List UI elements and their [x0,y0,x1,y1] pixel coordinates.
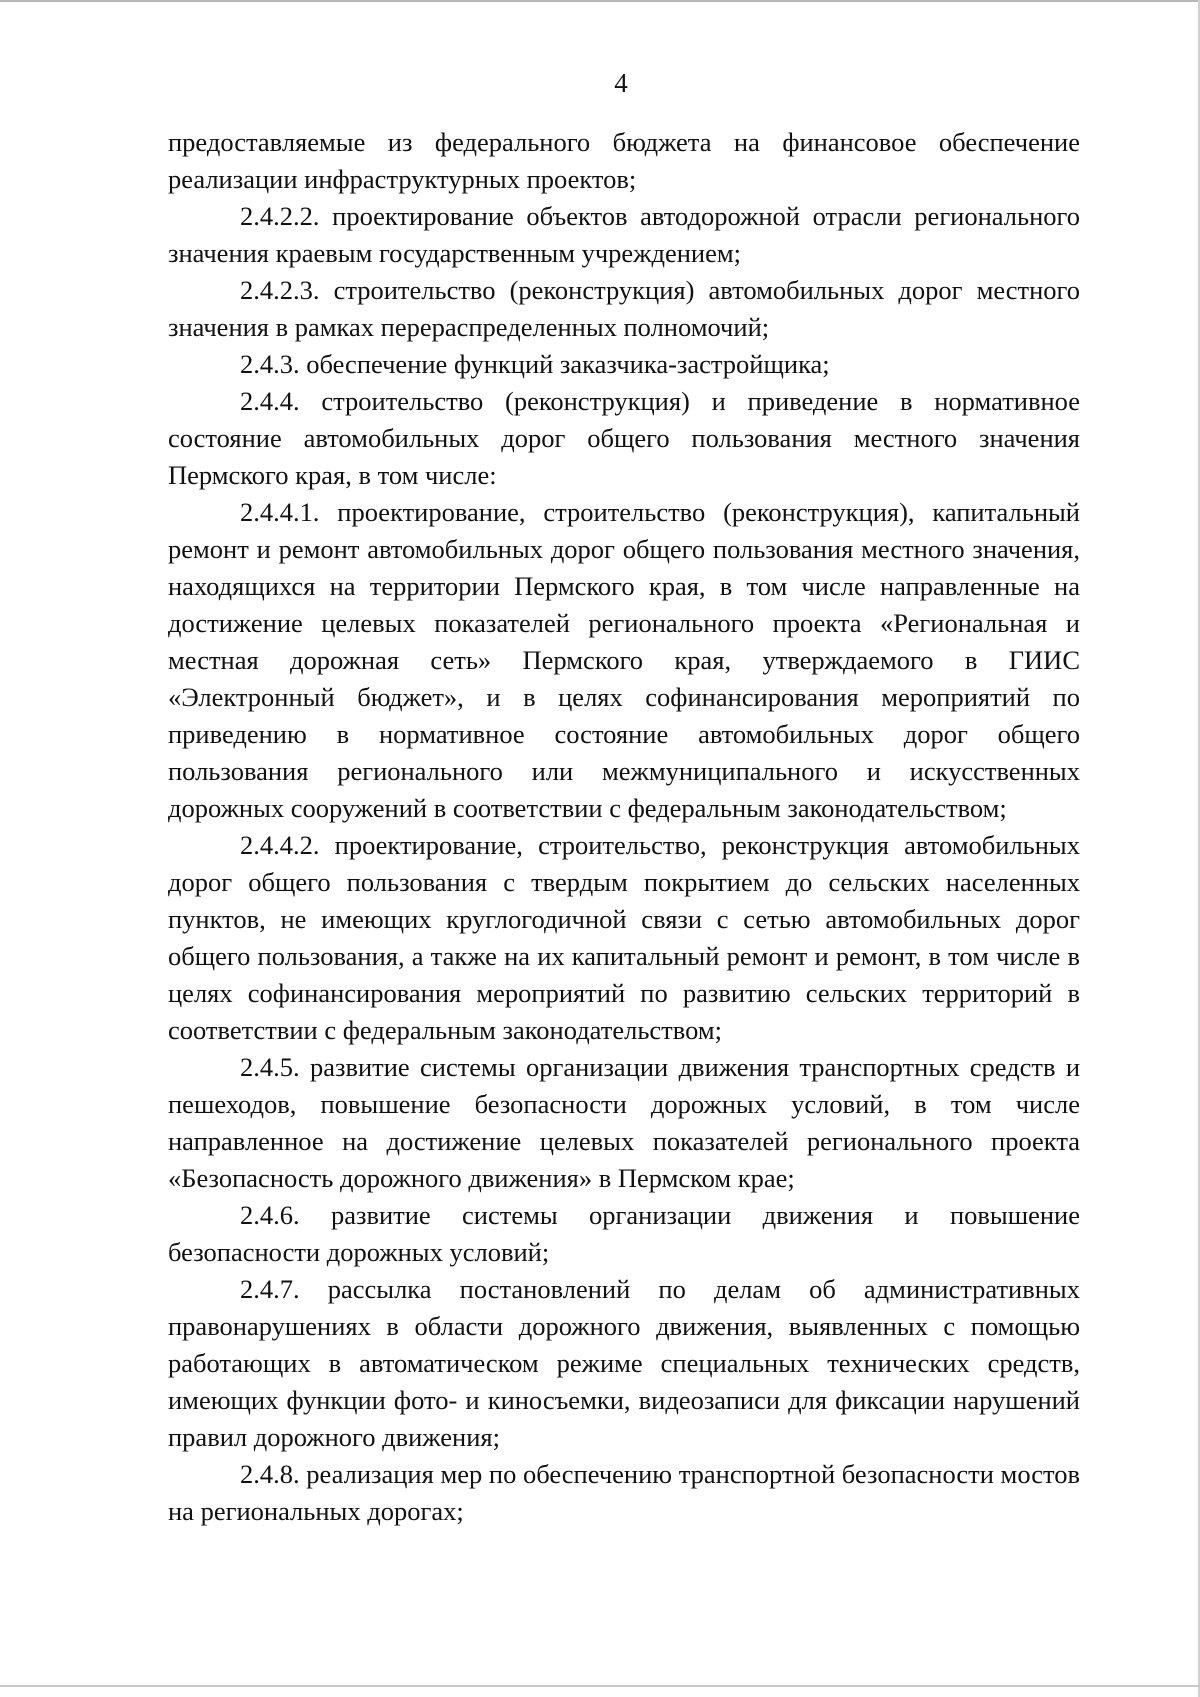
paragraph-continuation: предоставляемые из федерального бюджета на финансовое обеспечение реализации инфраструктурных проектов; [168,127,1080,194]
paragraph-2-4-4-1: 2.4.4.1. проектирование, строительство (реконструкция), капитальный ремонт и ремонт автомобильных дорог общего пользования местного значения, находящихся на территории Пермского края, в том числе направленные на достижение целевых показателей регионального проекта «Региональная и местная дорожная сеть» Пермского края, утверждаемого в ГИИС «Электронный бюджет», и в целях софинансирования мероприятий по приведению в нормативное состояние автомобильных дорог общего пользования регионального или межмуниципального и искусственных дорожных сооружений в соответствии с федеральным законодательством; [168,497,1080,823]
paragraph-2-4-3: 2.4.3. обеспечение функций заказчика-застройщика; [240,349,830,379]
paragraph-2-4-2-2: 2.4.2.2. проектирование объектов автодорожной отрасли регионального значения краевым государственным учреждением; [168,201,1080,268]
paragraph-2-4-8: 2.4.8. реализация мер по обеспечению транспортной безопасности мостов на региональных дорогах; [168,1459,1080,1526]
paragraph-2-4-5: 2.4.5. развитие системы организации движения транспортных средств и пешеходов, повышение безопасности дорожных условий, в том числе направленное на достижение целевых показателей регионального проекта «Безопасность дорожного движения» в Пермском крае; [168,1052,1080,1193]
paragraph-2-4-7: 2.4.7. рассылка постановлений по делам об административных правонарушениях в области дорожного движения, выявленных с помощью работающих в автоматическом режиме специальных технических средств, имеющих функции фото- и киносъемки, видеозаписи для фиксации нарушений правил дорожного движения; [168,1274,1080,1452]
scan-edge-top [0,0,1200,2]
page-number: 4 [614,68,628,98]
paragraph-2-4-4-2: 2.4.4.2. проектирование, строительство, реконструкция автомобильных дорог общего пользования с твердым покрытием до сельских населенных пунктов, не имеющих круглогодичной связи с сетью автомобильных дорог общего пользования, а также на их капитальный ремонт и ремонт, в том числе в целях софинансирования мероприятий по развитию сельских территорий в соответствии с федеральным законодательством; [168,830,1080,1045]
paragraph-2-4-2-3: 2.4.2.3. строительство (реконструкция) автомобильных дорог местного значения в рамках перераспределенных полномочий; [168,275,1080,342]
paragraph-2-4-4: 2.4.4. строительство (реконструкция) и приведение в нормативное состояние автомобильных дорог общего пользования местного значения Пермского края, в том числе: [168,386,1080,490]
document-body [168,124,1080,1530]
scan-edge-bottom [0,1685,1200,1687]
paragraph-2-4-6: 2.4.6. развитие системы организации движения и повышение безопасности дорожных условий; [168,1200,1080,1267]
